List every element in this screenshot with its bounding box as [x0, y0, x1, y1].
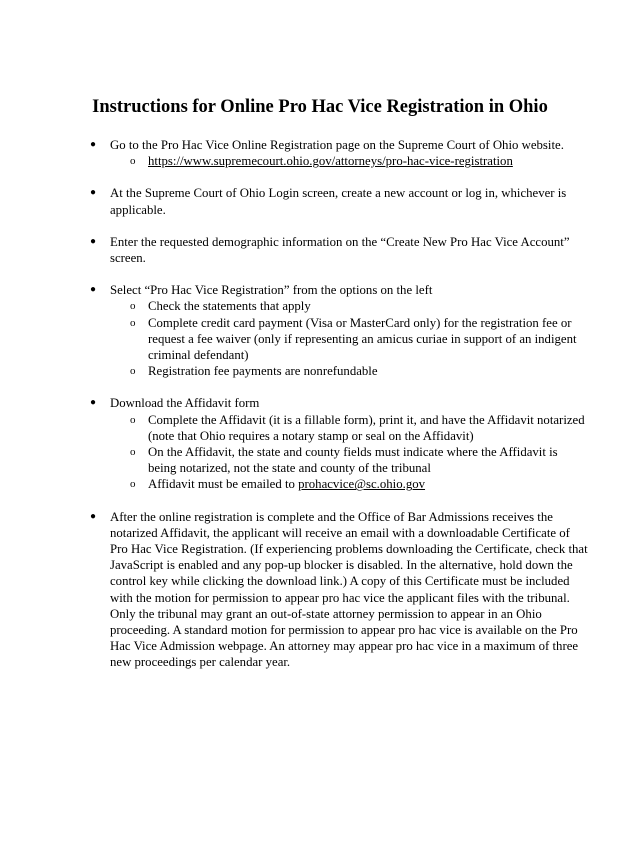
- circle-bullet-icon: o: [130, 446, 136, 459]
- circle-bullet-icon: o: [130, 365, 136, 378]
- sub-item: [110, 153, 588, 169]
- step-text: Go to the Pro Hac Vice Online Registration page on the Supreme Court of Ohio website.: [110, 138, 564, 152]
- step-certificate: [88, 509, 588, 671]
- circle-bullet-icon: o: [130, 316, 136, 329]
- step-login: [88, 185, 588, 217]
- step-demographics: [88, 234, 588, 266]
- bullet-icon: ●: [90, 397, 97, 409]
- step-text: Select “Pro Hac Vice Registration” from the options on the left: [110, 283, 433, 298]
- step-text: Download the Affidavit form: [110, 396, 260, 411]
- page-title: Instructions for Online Pro Hac Vice Registration in Ohio: [92, 97, 548, 117]
- instruction-list: [88, 137, 588, 671]
- sub-item-text: Complete the Affidavit (it is a fillable form), print it, and have the Affidavit notarized (note that Ohio requires a notary stamp or seal on the Affidavit): [148, 412, 585, 443]
- bullet-icon: ●: [90, 510, 97, 522]
- registration-link[interactable]: https://www.supremecourt.ohio.gov/attorneys/pro-hac-vice-registration: [148, 154, 513, 169]
- sub-item-text: On the Affidavit, the state and county fields must indicate where the Affidavit is being notarized, not the state and county of the tribunal: [148, 445, 558, 476]
- step-text: At the Supreme Court of Ohio Login screen, create a new account or log in, whichever is applicable.: [110, 186, 567, 217]
- step-registration-page: [88, 137, 588, 169]
- step-affidavit: [88, 395, 588, 492]
- sub-item-text: Complete credit card payment (Visa or MasterCard only) for the registration fee or request a fee waiver (only if representing an amicus curiae in support of an indigent criminal defendant): [148, 315, 577, 363]
- step-text: Enter the requested demographic information on the “Create New Pro Hac Vice Account” screen.: [110, 234, 570, 266]
- step-select-registration: [88, 282, 588, 379]
- bullet-icon: ●: [90, 235, 97, 247]
- email-link[interactable]: prohacvice@sc.ohio.gov: [298, 477, 426, 492]
- sub-item: [110, 444, 588, 476]
- sub-item: [110, 476, 588, 492]
- circle-bullet-icon: o: [130, 478, 136, 491]
- sub-item: [110, 298, 588, 314]
- sub-item-text: Affidavit must be emailed to: [148, 477, 299, 492]
- sub-item-text: Registration fee payments are nonrefundable: [148, 364, 378, 379]
- circle-bullet-icon: o: [130, 300, 136, 313]
- sub-item-text: Check the statements that apply: [148, 299, 311, 314]
- sub-item: [110, 315, 588, 364]
- step-text: After the online registration is complete and the Office of Bar Admissions receives the notarized Affidavit, the applicant will receive an email with a downloadable Certificate of Pro Hac Vice Registration. (If experiencing problems downloading the Certificate, check that JavaScript is enabled and any pop-up blocker is disabled. In the alternative, hold down the control key while clicking the download link.) A copy of this Certificate must be included with the motion for permission to appear pro hac vice the applicant files with the tribunal. Only the tribunal may grant an out-of-state attorney permission to appear in an Ohio proceeding. A standard motion for permission to appear pro hac vice is available on the Pro Hac Vice Admission webpage. An attorney may appear pro hac vice in a maximum of three new proceedings per calendar year.: [110, 509, 588, 670]
- sub-item: [110, 363, 588, 379]
- circle-bullet-icon: o: [130, 155, 136, 168]
- circle-bullet-icon: o: [130, 413, 136, 426]
- bullet-icon: ●: [90, 284, 97, 296]
- sub-item: [110, 412, 588, 444]
- bullet-icon: ●: [90, 139, 97, 150]
- bullet-icon: ●: [90, 187, 97, 199]
